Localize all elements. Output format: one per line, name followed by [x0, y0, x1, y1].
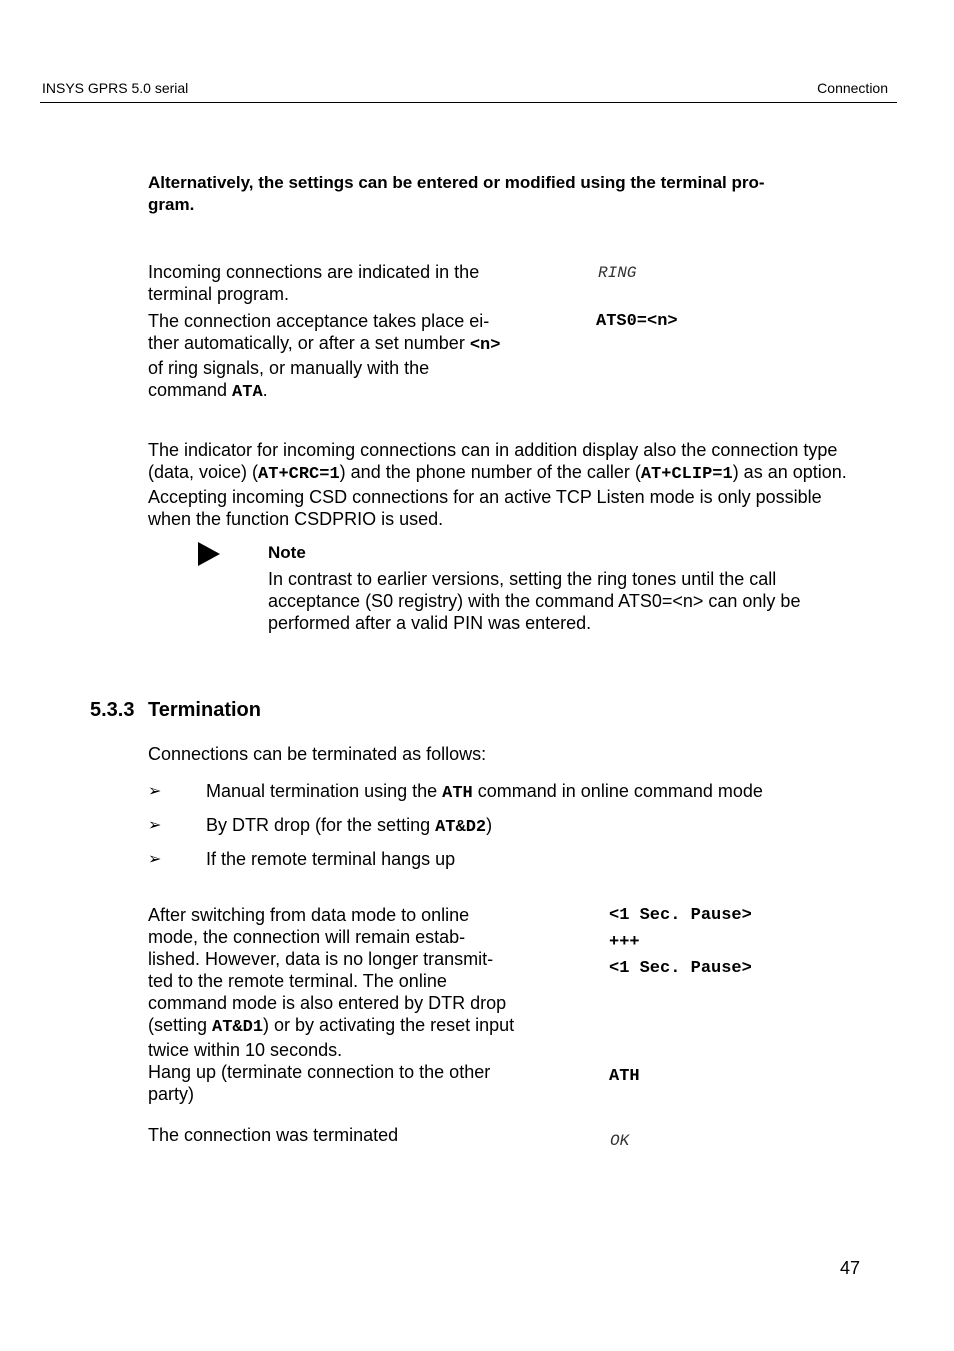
at-clip-code: AT+CLIP=1	[640, 465, 733, 484]
note-arrow-icon	[198, 542, 220, 566]
bullet-arrow-icon: ➢	[148, 817, 162, 834]
list-item-text: command in online command mode	[472, 781, 763, 801]
indicator-text-a: The indicator for incoming connections can in addition display also the connection type (data, voice) (	[148, 440, 838, 482]
page-number: 47	[840, 1258, 861, 1278]
hangup-description: Hang up (terminate connection to the other party)	[148, 1062, 491, 1104]
ata-code: ATA	[232, 383, 263, 402]
pause-command: <1 Sec. Pause>	[609, 906, 752, 925]
incoming-desc-2-text-b: of ring signals, or manually with the command	[148, 358, 430, 400]
ath-command: ATH	[609, 1067, 640, 1086]
escape-sequence-command: +++	[609, 933, 640, 952]
ok-response: OK	[610, 1132, 630, 1150]
header-left: INSYS GPRS 5.0 serial	[42, 80, 189, 96]
list-item	[206, 848, 455, 870]
intro-line-1: Alternatively, the settings can be entered or modified using the terminal pro-	[148, 173, 765, 192]
incoming-desc-2	[148, 310, 513, 404]
note-title: Note	[268, 543, 306, 562]
ats0-command: ATS0=<n>	[596, 312, 678, 331]
section-title: Termination	[148, 699, 261, 721]
escape-text-a: After switching from data mode to online mode, the connection will remain estab- lished. However, data is no longer transmit- ted to the remote terminal. The online command mode is also entered by DTR drop (setting	[148, 905, 507, 1035]
header-rule	[40, 102, 897, 103]
intro-paragraph	[148, 172, 828, 216]
list-item	[206, 780, 763, 805]
incoming-desc-2-text-a: The connection acceptance takes place ei- ther automatically, or after a set number	[148, 311, 490, 353]
incoming-desc-2-text-c: .	[262, 380, 268, 400]
note-text: In contrast to earlier versions, setting the ring tones until the call acceptance (S0 registry) with the command ATS0=<n> can only be performed after a valid PIN was entered.	[268, 569, 801, 633]
escape-description	[148, 904, 520, 1061]
termination-intro: Connections can be terminated as follows:	[148, 744, 487, 764]
list-item-text: )	[486, 815, 493, 835]
list-item	[206, 814, 492, 839]
bullet-arrow-icon: ➢	[148, 851, 162, 868]
ath-code: ATH	[442, 784, 473, 803]
escape-text-b: ) or by activating the reset input twice within 10 seconds.	[148, 1015, 515, 1060]
at-crc-code: AT+CRC=1	[258, 465, 340, 484]
intro-line-2: gram.	[148, 195, 195, 214]
list-item-text: Manual termination using the	[206, 781, 443, 801]
list-item-text: If the remote terminal hangs up	[206, 849, 456, 869]
n-parameter-code: <n>	[469, 336, 501, 355]
header-right: Connection	[817, 80, 888, 96]
pause-command: <1 Sec. Pause>	[609, 959, 752, 978]
terminated-description: The connection was terminated	[148, 1125, 399, 1145]
at-d1-code: AT&D1	[212, 1018, 264, 1037]
list-item-text: By DTR drop (for the setting	[206, 815, 436, 835]
indicator-text-b: ) and the phone number of the caller (	[339, 462, 641, 482]
incoming-desc-1: Incoming connections are indicated in the terminal program.	[148, 262, 480, 304]
indicator-text-c: ) as an option. Accepting incoming CSD connections for an active TCP Listen mode is only possible when the function CSDPRIO is used.	[148, 462, 847, 529]
ring-response: RING	[598, 264, 637, 282]
indicator-paragraph	[148, 439, 848, 530]
bullet-arrow-icon: ➢	[148, 783, 162, 800]
section-number: 5.3.3	[90, 699, 135, 721]
at-d2-code: AT&D2	[435, 818, 487, 837]
